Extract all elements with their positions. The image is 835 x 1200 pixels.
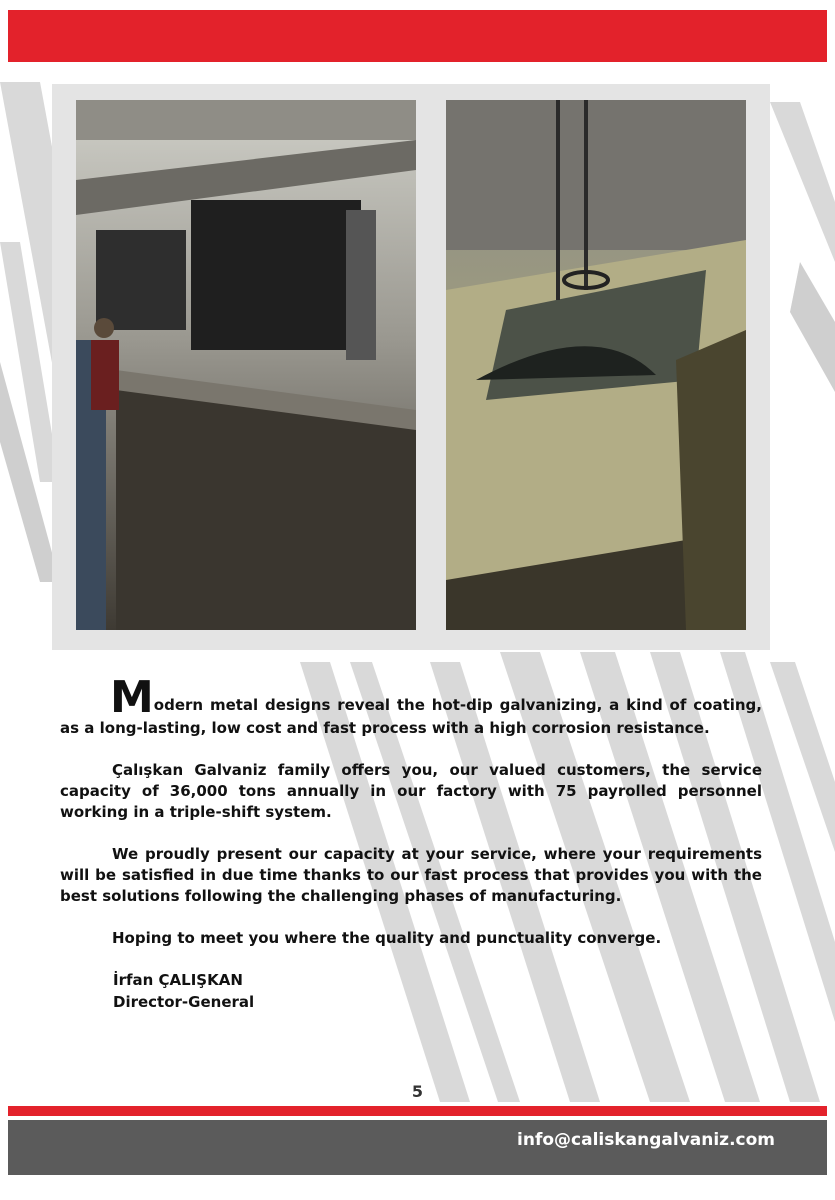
body-text <box>60 672 762 1013</box>
drop-cap: M <box>110 672 154 723</box>
paragraph-service: We proudly present our capacity at your service, where your requirements will be satisfied in due time thanks to our fast process that provides you with the best solutions following the challenging phases of manufacturing. <box>60 845 762 905</box>
paragraph-intro <box>60 672 762 739</box>
photo-galvanizing-bath <box>76 100 416 630</box>
paragraph-intro-text: odern metal designs reveal the hot-dip galvanizing, a kind of coating, as a long-lasting, low cost and fast process with a high corrosion resistance. <box>60 696 762 737</box>
top-red-bar <box>8 10 827 62</box>
signature-name: İrfan ÇALIŞKAN <box>113 971 243 989</box>
footer-email: info@caliskangalvaniz.com <box>517 1130 775 1150</box>
page-number: 5 <box>411 1082 424 1101</box>
signature-title: Director-General <box>113 993 255 1011</box>
photo-zinc-kettle <box>446 100 746 630</box>
paragraph-closing: Hoping to meet you where the quality and punctuality converge. <box>112 929 662 947</box>
signature-block <box>60 969 762 1013</box>
paragraph-capacity: Çalışkan Galvaniz family offers you, our valued customers, the service capacity of 36,000 tons annually in our factory with 75 payrolled personnel working in a triple-shift system. <box>60 761 762 821</box>
bottom-red-bar <box>8 1106 827 1116</box>
